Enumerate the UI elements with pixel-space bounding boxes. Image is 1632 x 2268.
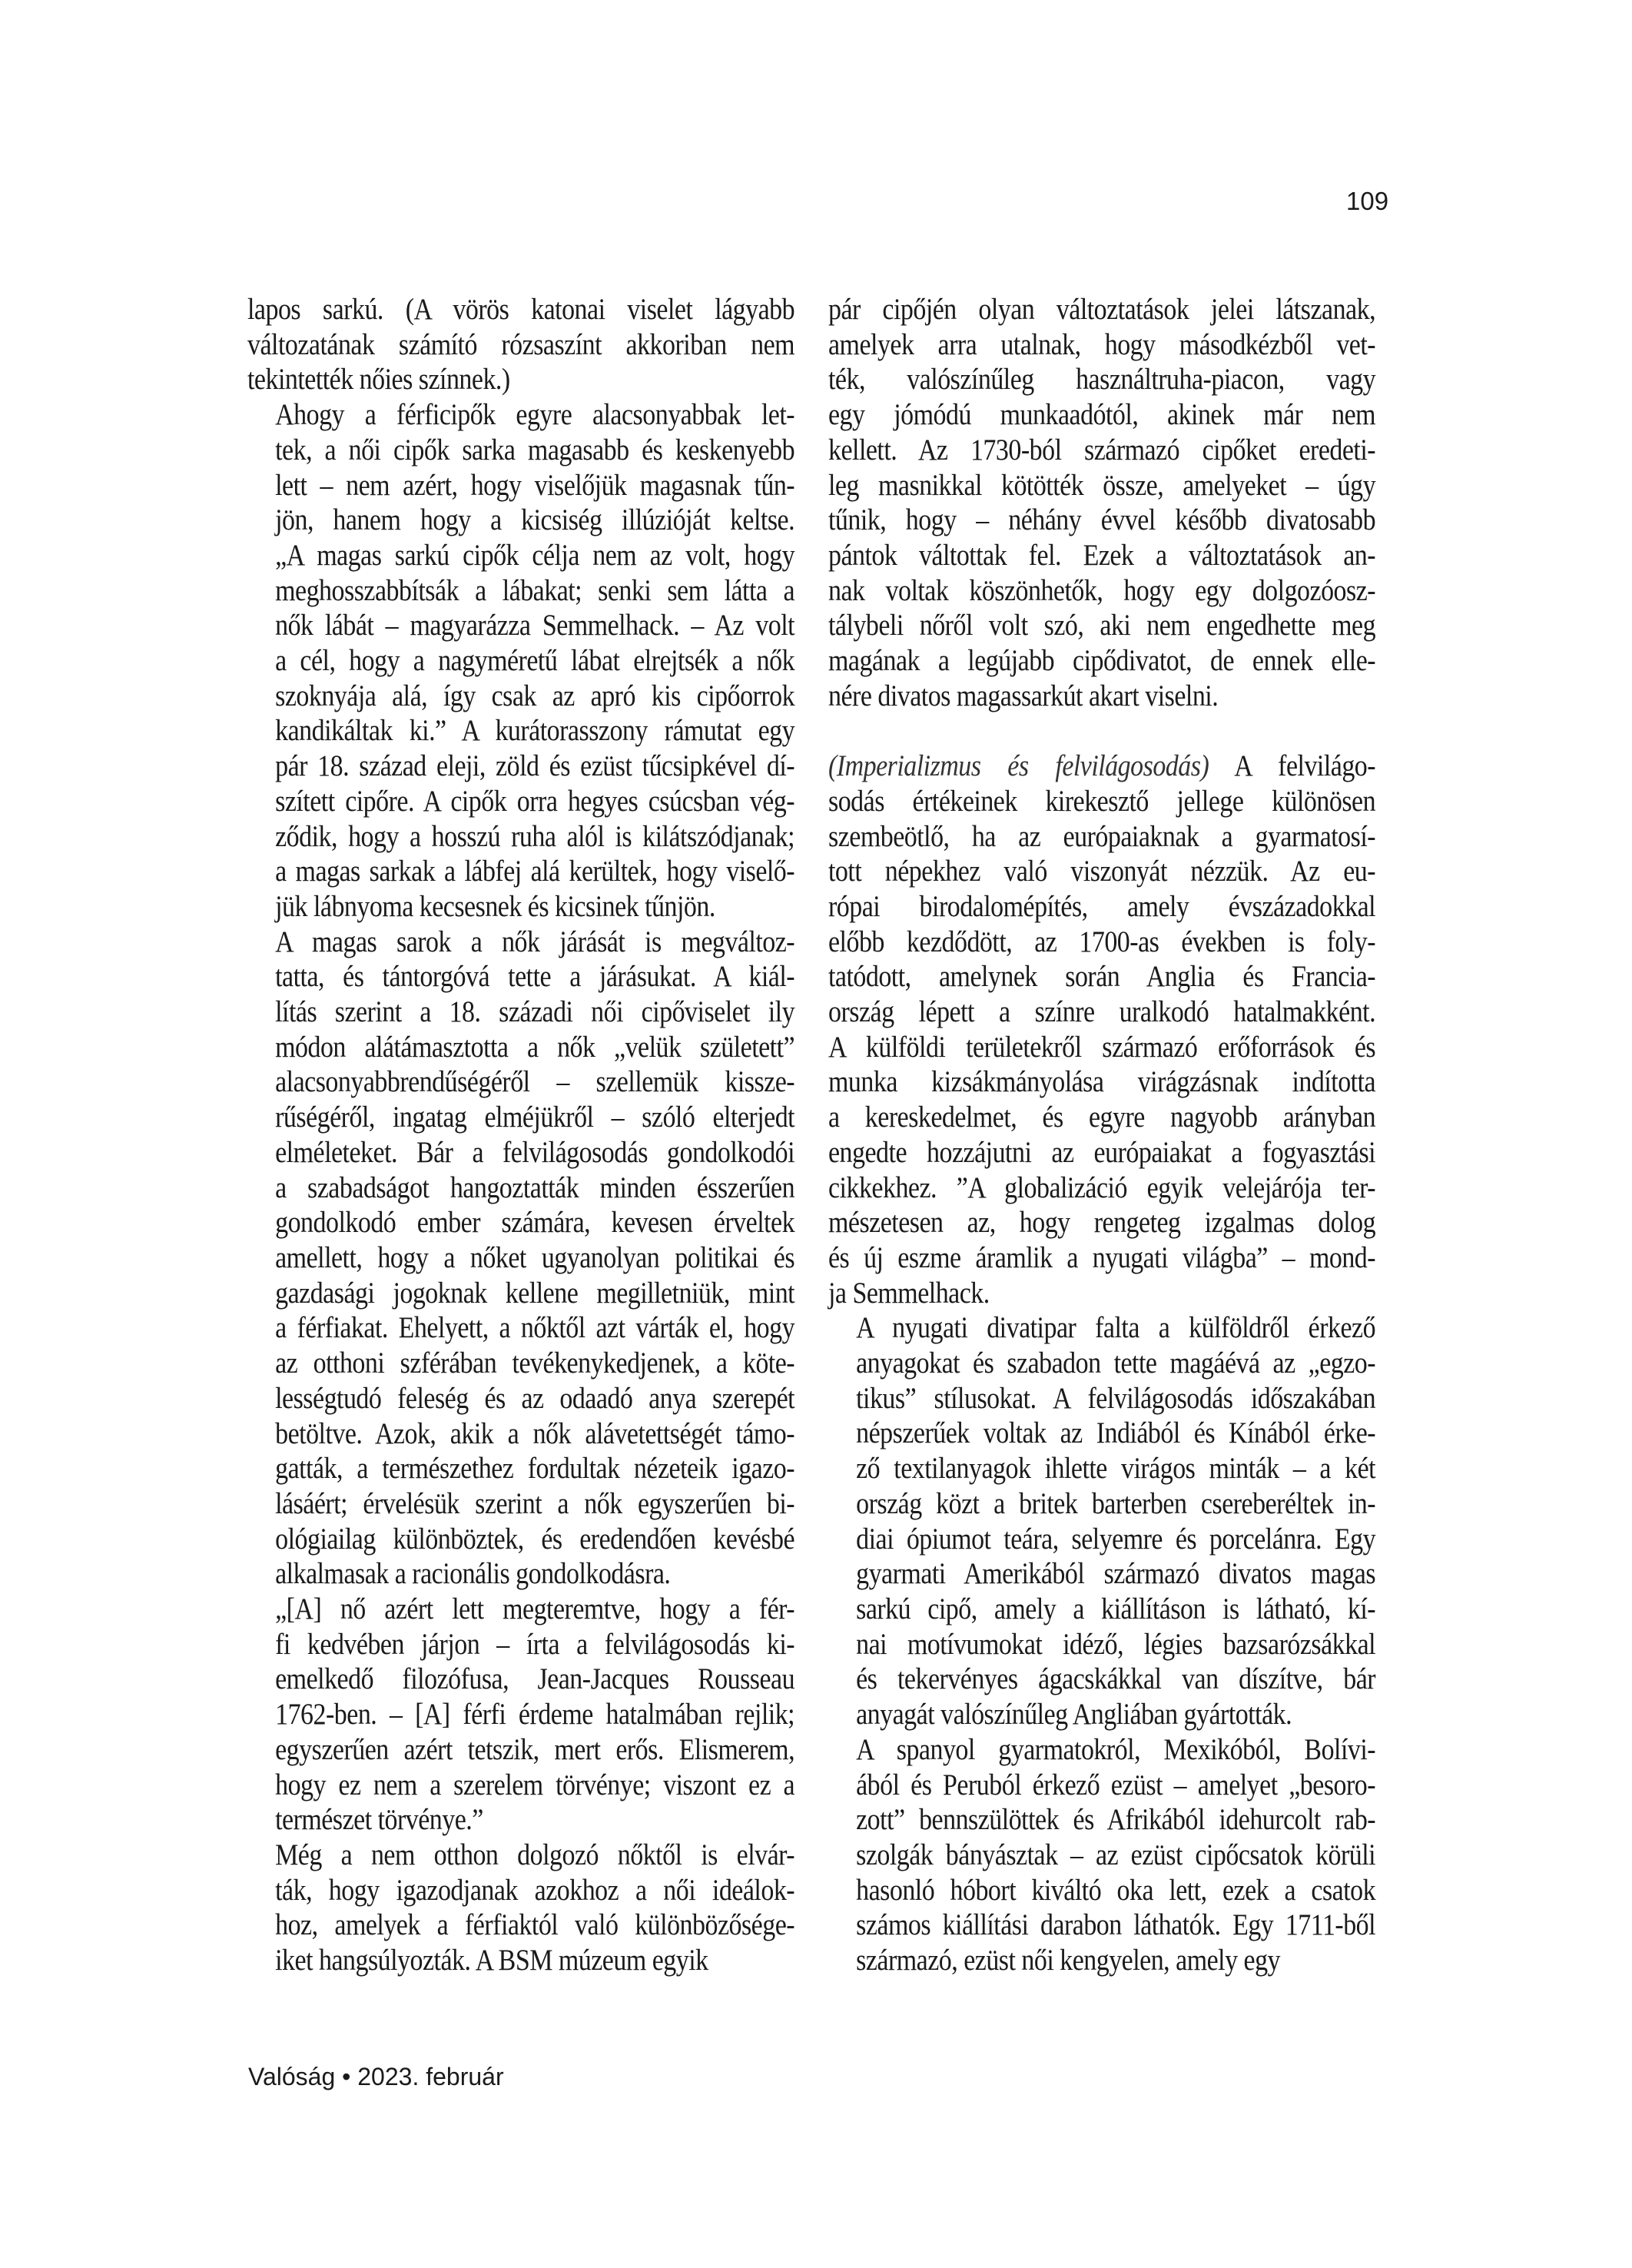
- text-line: cikkekhez. ”A globalizáció egyik velejárója ter-: [828, 1170, 1376, 1204]
- text-line: változatának számító rózsaszínt akkoriban nem: [247, 327, 795, 361]
- text-line: lességtudó feleség és az odaadó anya szerepét: [275, 1380, 795, 1415]
- text-line: származó, ezüst női kengyelen, amely egy: [856, 1943, 1281, 1977]
- text-line: sarkú cipő, amely a kiállításon is látható, kí-: [856, 1592, 1376, 1625]
- text-line: pántok váltottak fel. Ezek a változtatások an-: [828, 537, 1376, 572]
- text-line: leg masnikkal kötötték össze, amelyeket – úgy: [828, 467, 1376, 502]
- paragraph: [247, 1838, 794, 1978]
- text-line: pár cipőjén olyan változtatások jelei látszanak,: [828, 292, 1376, 326]
- text-line: népszerűek voltak az Indiából és Kínából érke-: [856, 1416, 1376, 1450]
- text-line: és új eszme áramlik a nyugati világba” – mond-: [828, 1240, 1376, 1274]
- text-line: egy jómódú munkaadótól, akinek már nem: [828, 397, 1376, 432]
- text-line: a cél, hogy a nagyméretű lábat elrejtsék a nők: [275, 643, 795, 678]
- section-spacer: [828, 713, 1375, 749]
- text-line: iket hangsúlyozták. A BSM múzeum egyik: [275, 1943, 708, 1977]
- text-line: ából és Peruból érkező ezüst – amelyet „besoro-: [856, 1767, 1376, 1801]
- text-line: nők lábát – magyarázza Semmelhack. – Az volt: [275, 608, 795, 643]
- text-line: gyarmati Amerikából származó divatos magas: [856, 1556, 1376, 1591]
- left-column-text: [247, 292, 794, 1978]
- text-line: tatódott, amelynek során Anglia és Francia-: [828, 959, 1376, 994]
- text-line: Még a nem otthon dolgozó nőktől is elvár-: [275, 1837, 795, 1871]
- text-line: hoz, amelyek a férfiaktól való különbözősége-: [275, 1908, 795, 1942]
- text-line: A külföldi területekről származó erőforrások és: [828, 1029, 1376, 1064]
- text-line: számos kiállítási darabon láthatók. Egy 1711-ből: [856, 1908, 1376, 1942]
- section-heading-continuation: A felvilágo-: [1209, 749, 1376, 783]
- text-line: „[A] nő azért lett megteremtve, hogy a fér-: [275, 1592, 795, 1626]
- text-line: egyszerűen azért tetszik, mert erős. Elismerem,: [275, 1732, 795, 1766]
- text-line: rópai birodalomépítés, amely évszázadokkal: [828, 888, 1376, 923]
- text-line: tekintették nőies színnek.): [247, 362, 510, 397]
- text-line: jük lábnyoma kecsesnek és kicsinek tűnjön.: [275, 888, 715, 923]
- text-line: gondolkodó ember számára, kevesen érveltek: [275, 1205, 795, 1240]
- text-line: fi kedvében járjon – írta a felvilágosodás ki-: [275, 1626, 795, 1661]
- text-line: rűségéről, ingatag elméjükről – szóló elterjedt: [275, 1100, 795, 1134]
- text-line: hasonló hóbort kiváltó oka lett, ezek a csatok: [856, 1872, 1376, 1907]
- text-line: alacsonyabbrendűségéről – szellemük kissze-: [275, 1064, 795, 1099]
- text-line: A spanyol gyarmatokról, Mexikóból, Bolívi-: [856, 1732, 1376, 1766]
- text-line: ország közt a britek barterben csereberéltek in-: [856, 1486, 1376, 1520]
- text-line: szembeötlő, ha az európaiaknak a gyarmatosí-: [828, 819, 1376, 853]
- text-line: [828, 749, 1375, 784]
- text-line: jön, hanem hogy a kicsiség illúzióját keltse.: [275, 503, 795, 537]
- text-line: anyagát valószínűleg Angliában gyártották.: [856, 1697, 1292, 1732]
- text-line: a magas sarkak a lábfej alá kerültek, hogy viselő-: [275, 854, 795, 888]
- text-line: a szabadságot hangoztatták minden ésszerűen: [275, 1170, 795, 1204]
- text-line: tatta, és tántorgóvá tette a járásukat. A kiál-: [275, 959, 795, 994]
- text-line: sodás értékeinek kirekesztő jellege különösen: [828, 783, 1376, 818]
- page-number: 109: [1346, 187, 1389, 215]
- text-line: nére divatos magassarkút akart viselni.: [828, 678, 1219, 712]
- text-line: lapos sarkú. (A vörös katonai viselet lágyabb: [247, 292, 795, 326]
- text-line: mészetesen az, hogy rengeteg izgalmas dolog: [828, 1205, 1376, 1240]
- text-line: munka kizsákmányolása virágzásnak indította: [828, 1064, 1376, 1099]
- text-line: zott” bennszülöttek és Afrikából idehurcolt rab-: [856, 1802, 1376, 1837]
- text-line: a kereskedelmet, és egyre nagyobb arányban: [828, 1100, 1376, 1134]
- text-line: szített cipőre. A cipők orra hegyes csúcsban vég-: [275, 783, 795, 818]
- text-line: „A magas sarkú cipők célja nem az volt, hogy: [275, 537, 795, 572]
- text-line: lásáért; érvelésük szerint a nők egyszerűen bi-: [275, 1486, 795, 1520]
- text-line: ja Semmelhack.: [828, 1275, 990, 1310]
- text-line: szolgák bányásztak – az ezüst cipőcsatok körüli: [856, 1837, 1376, 1871]
- paragraph: [247, 1592, 794, 1838]
- text-line: engedte hozzájutni az európaiakat a fogyasztási: [828, 1134, 1376, 1169]
- text-line: tek, a női cipők sarka magasabb és keskenyebb: [275, 432, 795, 467]
- text-line: lett – nem azért, hogy viselőjük magasnak tűn-: [275, 467, 795, 502]
- text-line: az otthoni szférában tevékenykedjenek, a köte-: [275, 1346, 795, 1380]
- text-line: tikus” stílusokat. A felvilágosodás időszakában: [856, 1380, 1376, 1415]
- text-line: A nyugati divatipar falta a külföldről érkező: [856, 1310, 1376, 1345]
- text-line: szoknyája alá, így csak az apró kis cipőorrok: [275, 678, 795, 712]
- section-heading: (Imperializmus és felvilágosodás): [828, 749, 1209, 783]
- text-line: 1762-ben. – [A] férfi érdeme hatalmában rejlik;: [275, 1697, 795, 1732]
- text-line: tálybeli nőről volt szó, aki nem engedhette meg: [828, 608, 1376, 643]
- text-line: anyagokat és szabadon tette magáévá az „egzo-: [856, 1346, 1376, 1380]
- text-line: magának a legújabb cipődivatot, de ennek elle-: [828, 643, 1376, 678]
- text-line: nai motívumokat idéző, légies bazsarózsákkal: [856, 1626, 1376, 1661]
- text-line: módon alátámasztotta a nők „velük született”: [275, 1029, 795, 1064]
- text-line: nak voltak köszönhetők, hogy egy dolgozóosz-: [828, 573, 1376, 607]
- text-line: gatták, a természethez fordultak nézeteik igazo-: [275, 1451, 795, 1486]
- text-line: ző textilanyagok ihlette virágos minták – a két: [856, 1451, 1376, 1486]
- text-line: tűnik, hogy – néhány évvel később divatosabb: [828, 503, 1376, 537]
- text-line: emelkedő filozófusa, Jean-Jacques Rousseau: [275, 1662, 795, 1696]
- text-line: ország lépett a színre uralkodó hatalmakként.: [828, 995, 1376, 1029]
- text-line: amelyek arra utalnak, hogy másodkézből vet-: [828, 327, 1376, 361]
- text-line: és tekervényes ágacskákkal van díszítve, bár: [856, 1662, 1376, 1696]
- text-line: ták, hogy igazodjanak azokhoz a női ideálok-: [275, 1872, 795, 1907]
- paragraph: [828, 1310, 1375, 1732]
- paragraph: [247, 292, 794, 397]
- text-line: előbb kezdődött, az 1700-as években is foly-: [828, 924, 1376, 958]
- text-line: ződik, hogy a hosszú ruha alól is kilátszódjanak;: [275, 819, 795, 853]
- footer-publication-info: Valóság • 2023. február: [248, 2063, 504, 2090]
- right-column: [828, 292, 1375, 1978]
- text-line: kellett. Az 1730-ból származó cipőket eredeti-: [828, 432, 1376, 467]
- text-line: kandikáltak ki.” A kurátorasszony rámutat egy: [275, 713, 795, 748]
- text-line: alkalmasak a racionális gondolkodásra.: [275, 1556, 671, 1591]
- text-line: A magas sarok a nők járását is megváltoz-: [275, 924, 795, 958]
- text-line: ológiailag különböztek, és eredendően kevésbé: [275, 1521, 795, 1556]
- section-first-line: [828, 749, 1375, 1310]
- text-line: betöltve. Azok, akik a nők alávetettségét támo-: [275, 1416, 795, 1450]
- paragraph: [247, 397, 794, 925]
- text-line: ték, valószínűleg használtruha-piacon, vagy: [828, 362, 1376, 397]
- text-line: meghosszabbítsák a lábakat; senki sem látta a: [275, 573, 795, 607]
- text-line: természet törvénye.”: [275, 1802, 483, 1837]
- paragraph: [828, 1732, 1375, 1978]
- text-line: pár 18. század eleji, zöld és ezüst tűcsipkével dí-: [275, 749, 795, 783]
- text-line: Ahogy a férficipők egyre alacsonyabbak let-: [275, 397, 795, 432]
- text-line: a férfiakat. Ehelyett, a nőktől azt várták el, hogy: [275, 1310, 795, 1345]
- left-column: [247, 292, 794, 1978]
- text-line: amellett, hogy a nőket ugyanolyan politikai és: [275, 1240, 795, 1274]
- paragraph: [828, 292, 1375, 713]
- text-line: hogy ez nem a szerelem törvénye; viszont ez a: [275, 1767, 795, 1801]
- text-line: diai ópiumot teára, selyemre és porcelánra. Egy: [856, 1521, 1376, 1556]
- text-line: gazdasági jogoknak kellene megilletniük, mint: [275, 1275, 795, 1310]
- paragraph: [247, 925, 794, 1592]
- right-column-text: [828, 292, 1375, 1978]
- text-line: tott népekhez való viszonyát nézzük. Az eu-: [828, 854, 1376, 888]
- text-line: elméleteket. Bár a felvilágosodás gondolkodói: [275, 1134, 795, 1169]
- text-line: lítás szerint a 18. századi női cipőviselet ily: [275, 995, 795, 1029]
